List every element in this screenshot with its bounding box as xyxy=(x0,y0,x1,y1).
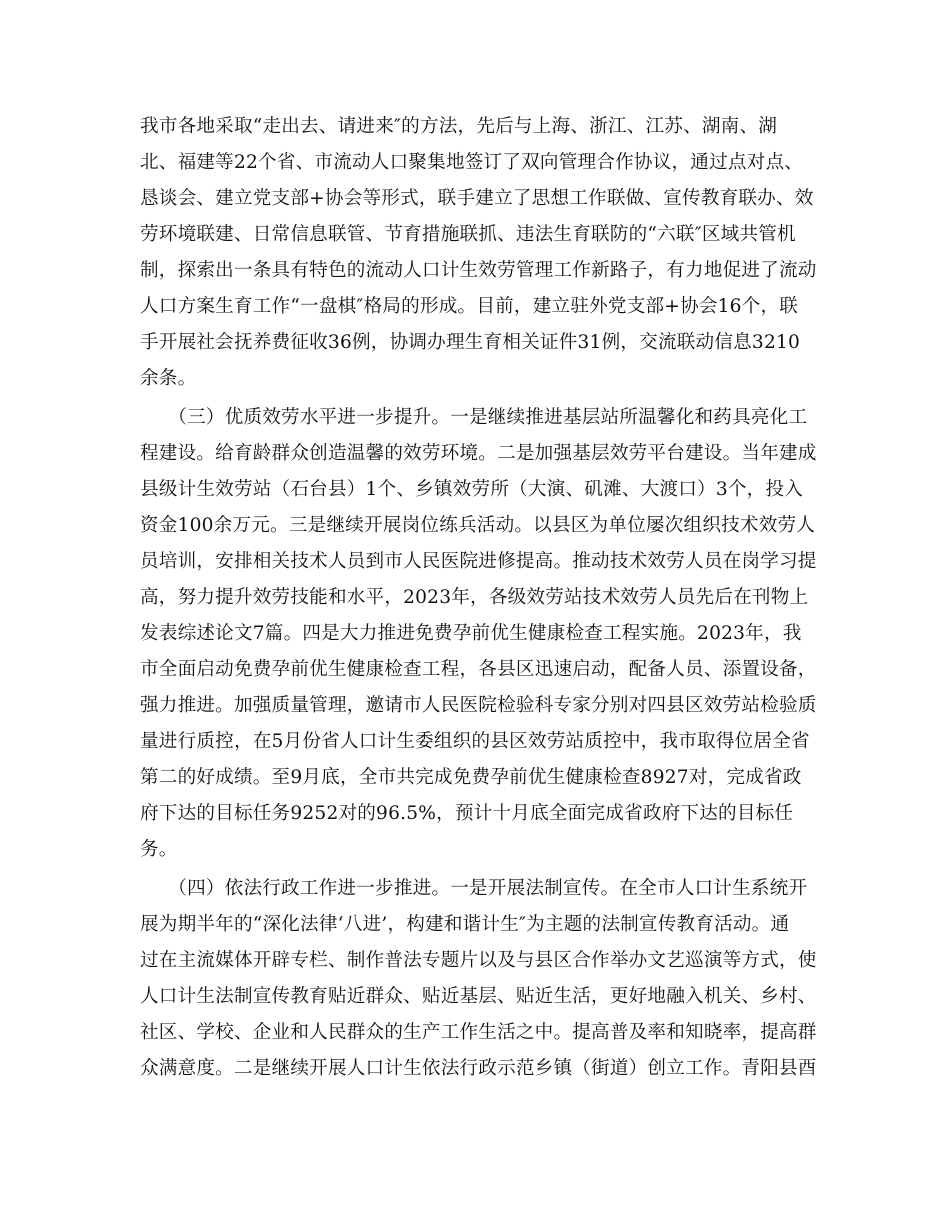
text-line-4: 劳环境联建、日常信息联管、节育措施联抓、违法生育联防的“六联″区域共管机 xyxy=(140,224,796,245)
text-line-20: 府下达的目标任务9252对的96.5%，预计十月底全面完成省政府下达的目标任 xyxy=(140,803,794,824)
text-line-18: 量进行质控，在5月份省人口计生委组织的县区效劳站质控中，我市取得位居全省 xyxy=(140,731,810,752)
text-line-26: 社区、学校、企业和人民群众的生产工作生活之中。提高普及率和知晓率，提高群 xyxy=(140,1022,817,1043)
text-line-23: 展为期半年的“深化法律‘八进’，构建和谐计生″为主题的法制宣传教育活动。通 xyxy=(140,914,790,935)
text-line-7: 手开展社会抚养费征收36例，协调办理生育相关证件31例，交流联动信息3210 xyxy=(140,332,801,353)
text-line-16: 市全面启动免费孕前优生健康检查工程，各县区迅速启动，配备人员、添置设备， xyxy=(140,659,817,680)
text-line-27: 众满意度。二是继续开展人口计生依法行政示范乡镇（街道）创立工作。青阳县酉 xyxy=(140,1058,817,1079)
text-line-19: 第二的好成绩。至9月底，全市共完成免费孕前优生健康检查8927对，完成省政 xyxy=(140,767,802,788)
text-line-10: 程建设。给育龄群众创造温馨的效劳环境。二是加强基层效劳平台建设。当年建成 xyxy=(140,443,817,464)
text-line-9: （三）优质效劳水平进一步提升。一是继续推进基层站所温馨化和药具亮化工 xyxy=(140,407,808,428)
text-line-25: 人口计生法制宣传教育贴近群众、贴近基层、贴近生活，更好地融入机关、乡村、 xyxy=(140,986,817,1007)
text-line-13: 员培训，安排相关技术人员到市人民医院进修提高。推动技术效劳人员在岗学习提 xyxy=(140,551,817,572)
text-line-15: 发表综述论文7篇。四是大力推进免费孕前优生健康检查工程实施。2023年，我 xyxy=(140,623,802,644)
text-line-1: 我市各地采取“走出去、请进来″的方法，先后与上海、浙江、江苏、湖南、湖 xyxy=(140,116,778,137)
text-line-14: 高，努力提升效劳技能和水平，2023年，各级效劳站技术效劳人员先后在刊物上 xyxy=(140,587,809,608)
text-line-21: 务。 xyxy=(140,839,178,860)
text-line-3: 恳谈会、建立党支部+协会等形式，联手建立了思想工作联做、宣传教育联办、效 xyxy=(140,188,814,209)
text-line-17: 强力推进。加强质量管理，邀请市人民医院检验科专家分别对四县区效劳站检验质 xyxy=(140,695,817,716)
text-line-12: 资金100余万元。三是继续开展岗位练兵活动。以县区为单位屡次组织技术效劳人 xyxy=(140,515,816,536)
text-line-22: （四）依法行政工作进一步推进。一是开展法制宣传。在全市人口计生系统开 xyxy=(140,878,808,899)
text-line-6: 人口方案生育工作“一盘棋″格局的形成。目前，建立驻外党支部+协会16个，联 xyxy=(140,296,799,317)
text-line-5: 制，探索出一条具有特色的流动人口计生效劳管理工作新路子，有力地促进了流动 xyxy=(140,260,817,281)
text-line-8: 余条。 xyxy=(140,368,197,389)
text-line-11: 县级计生效劳站（石台县）1个、乡镇效劳所（大演、矶滩、大渡口）3个，投入 xyxy=(140,479,804,500)
text-line-2: 北、福建等22个省、市流动人口聚集地签订了双向管理合作协议，通过点对点、 xyxy=(140,152,804,173)
text-line-24: 过在主流媒体开辟专栏、制作普法专题片以及与县区合作举办文艺巡演等方式，使 xyxy=(140,950,817,971)
